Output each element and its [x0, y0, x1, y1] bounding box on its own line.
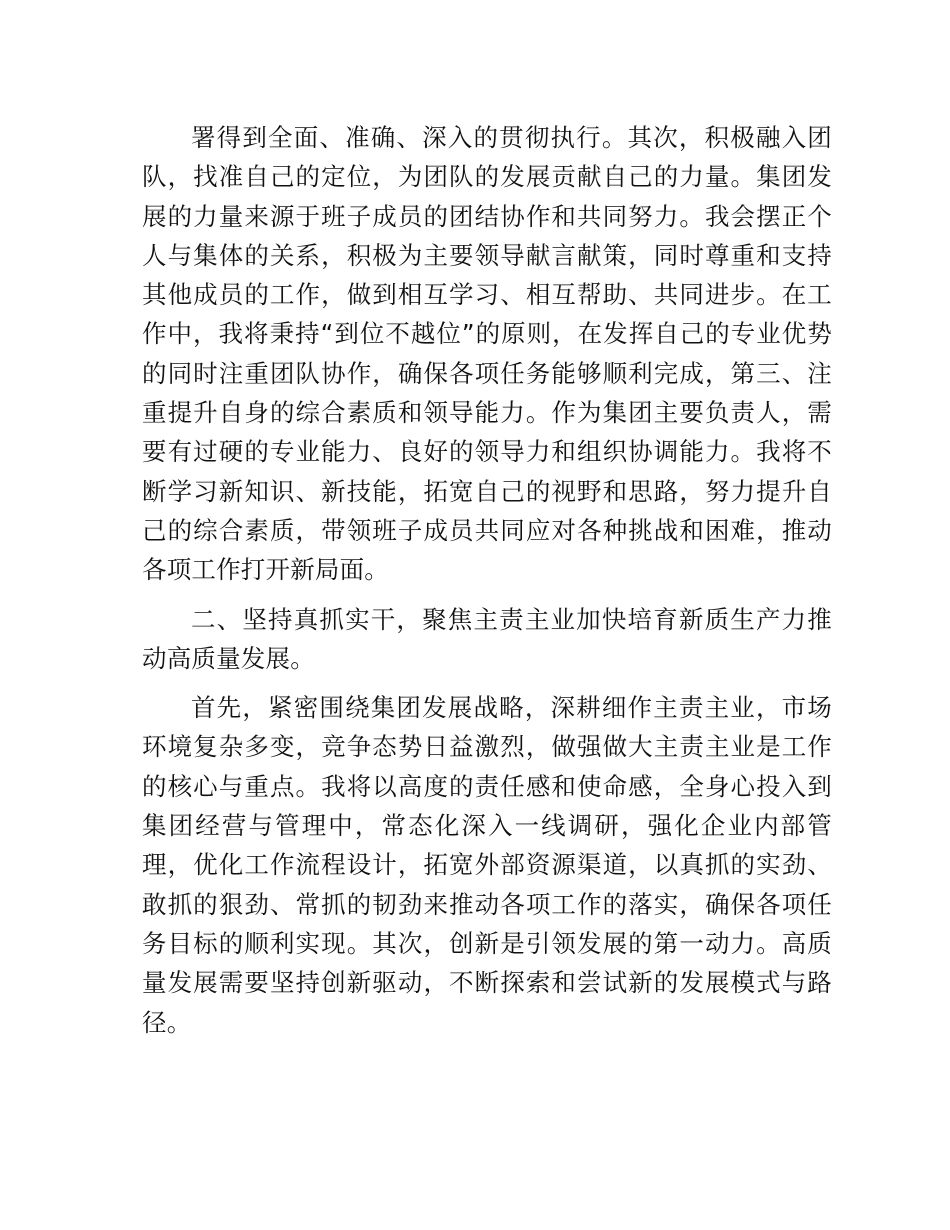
paragraph-team-collaboration: 署得到全面、准确、深入的贯彻执行。其次，积极融入团队，找准自己的定位，为团队的发展贡献自己的力量。集团发展的力量来源于班子成员的团结协作和共同努力。我会摆正个人与集体的关系，积极为主要领导献言献策，同时尊重和支持其他成员的工作，做到相互学习、相互帮助、共同进步。在工作中，我将秉持“到位不越位”的原则，在发挥自己的专业优势的同时注重团队协作，确保各项任务能够顺利完成，第三、注重提升自身的综合素质和领导能力。作为集团主要负责人，需要有过硬的专业能力、良好的领导力和组织协调能力。我将不断学习新知识、新技能，拓宽自己的视野和思路，努力提升自己的综合素质，带领班子成员共同应对各种挑战和困难，推动各项工作打开新局面。 [142, 123, 832, 585]
section-heading-two: 二、坚持真抓实干，聚焦主责主业加快培育新质生产力推动高质量发展。 [142, 604, 832, 673]
paragraph-core-business: 首先，紧密围绕集团发展战略，深耕细作主责主业，市场环境复杂多变，竞争态势日益激烈，做强做大主责主业是工作的核心与重点。我将以高度的责任感和使命感，全身心投入到集团经营与管理中，常态化深入一线调研，强化企业内部管理，优化工作流程设计，拓宽外部资源渠道，以真抓的实劲、敢抓的狠劲、常抓的韧劲来推动各项工作的落实，确保各项任务目标的顺利实现。其次，创新是引领发展的第一动力。高质量发展需要坚持创新驱动，不断探索和尝试新的发展模式与路径。 [142, 693, 832, 1037]
document-body [142, 118, 832, 1052]
